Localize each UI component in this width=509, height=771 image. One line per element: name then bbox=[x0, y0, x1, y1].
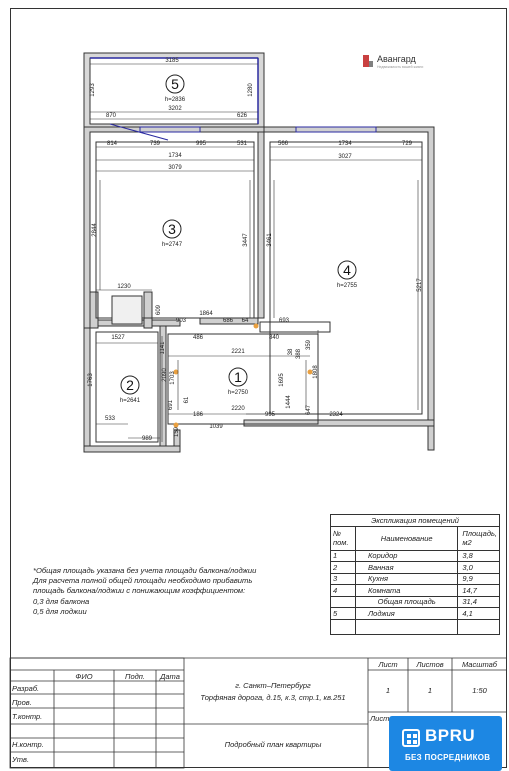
dimension-label: 1808 bbox=[313, 365, 319, 379]
dimension-label: 186 bbox=[192, 412, 204, 418]
dimension-label: 686 bbox=[222, 318, 234, 324]
dimension-label: 64 bbox=[241, 318, 249, 324]
col-num-header: № пом. bbox=[331, 526, 356, 550]
scale-label: Масштаб bbox=[461, 660, 498, 669]
dimension-label: 1293 bbox=[90, 83, 96, 97]
room-num: 5 bbox=[331, 608, 356, 620]
table-row bbox=[331, 608, 500, 620]
room-num: 3 bbox=[331, 573, 356, 585]
dimension-label: 1703 bbox=[170, 371, 176, 385]
dimension-label: 609 bbox=[156, 304, 162, 316]
table-row bbox=[331, 573, 500, 585]
dimension-label: 647 bbox=[306, 404, 312, 416]
dimension-label: 1734 bbox=[338, 141, 352, 147]
total-value: 31,4 bbox=[458, 596, 500, 608]
dimension-label: 3027 bbox=[338, 154, 352, 160]
room-height: h=2755 bbox=[336, 283, 358, 289]
note-line: площадь балкона/лоджии с понижающим коэффициентом: bbox=[33, 586, 246, 596]
city: г. Санкт–Петербург bbox=[235, 681, 311, 690]
dimension-label: 1280 bbox=[248, 83, 254, 97]
stamp-row-label: Разраб. bbox=[12, 684, 40, 693]
dimension-label: 1039 bbox=[209, 424, 223, 430]
room-number: 1 bbox=[234, 369, 242, 385]
dimension-label: 5217 bbox=[417, 278, 423, 292]
dimension-label: 533 bbox=[104, 416, 116, 422]
stamp-col-fio: ФИО bbox=[75, 672, 93, 681]
total-row bbox=[331, 596, 500, 608]
scale-value: 1:50 bbox=[472, 686, 487, 695]
stamp-row-label: Н.контр. bbox=[12, 740, 44, 749]
room-area: 4,1 bbox=[458, 608, 500, 620]
dimension-label: 691 bbox=[168, 399, 174, 411]
dimension-label: 814 bbox=[106, 141, 118, 147]
room-number: 2 bbox=[126, 377, 134, 393]
dimension-label: 359 bbox=[306, 339, 312, 351]
explication-title: Экспликация помещений bbox=[331, 515, 500, 527]
col-name-header: Наименование bbox=[356, 526, 458, 550]
stamp-col-sign: Подп. bbox=[125, 672, 145, 681]
room-area: 9,9 bbox=[458, 573, 500, 585]
dimension-label: 1527 bbox=[111, 335, 125, 341]
room-area: 3,0 bbox=[458, 562, 500, 574]
table-row bbox=[331, 550, 500, 562]
stamp-col-date: Дата bbox=[160, 672, 180, 681]
dimension-label: 739 bbox=[149, 141, 161, 147]
room-number: 3 bbox=[168, 221, 176, 237]
dimension-label: 626 bbox=[236, 113, 248, 119]
room-number: 5 bbox=[171, 76, 179, 92]
room-name: Кухня bbox=[356, 573, 458, 585]
table-row bbox=[331, 562, 500, 574]
room-name: Комната bbox=[356, 585, 458, 597]
dimension-label: 1864 bbox=[199, 311, 213, 317]
total-label: Общая площадь bbox=[356, 596, 458, 608]
room-area: 14,7 bbox=[458, 585, 500, 597]
dimension-label: 989 bbox=[141, 436, 153, 442]
brand-tagline: Недвижимость вашей жизни bbox=[377, 65, 424, 69]
dimension-label: 1763 bbox=[88, 373, 94, 387]
dimension-label: 38 bbox=[288, 348, 294, 356]
room-number: 4 bbox=[343, 262, 351, 278]
stamp-row-label: Утв. bbox=[12, 755, 30, 764]
room-height: h=2750 bbox=[227, 390, 249, 396]
room-num: 4 bbox=[331, 585, 356, 597]
dimension-label: 729 bbox=[401, 141, 413, 147]
dimension-label: 3202 bbox=[168, 106, 182, 112]
note-line: 0,3 для балкона bbox=[33, 596, 90, 606]
dimension-label: 1141 bbox=[160, 341, 166, 355]
dimension-label: 995 bbox=[264, 412, 276, 418]
room-name: Лоджия bbox=[356, 608, 458, 620]
brand-mark-icon bbox=[363, 55, 373, 67]
dimension-label: 1444 bbox=[286, 395, 292, 409]
sheets-label: Листов bbox=[416, 660, 444, 669]
table-row bbox=[331, 585, 500, 597]
dimension-label: 2221 bbox=[231, 349, 245, 355]
col-area-header: Площадь, м2 bbox=[458, 526, 500, 550]
sheet-label-2: Лист bbox=[370, 714, 390, 723]
dimension-label: 693 bbox=[278, 318, 290, 324]
note-line: 0,5 для лоджии bbox=[33, 606, 87, 616]
dimension-label: 566 bbox=[277, 141, 289, 147]
dimension-label: 531 bbox=[236, 141, 248, 147]
bpru-name: BPRU bbox=[425, 726, 476, 745]
address: Торфяная дорога, д.15, к.3, стр.1, кв.251 bbox=[200, 693, 346, 702]
dimension-label: 3447 bbox=[243, 233, 249, 247]
room-height: h=2747 bbox=[161, 242, 183, 248]
room-height: h=2641 bbox=[119, 398, 141, 404]
stamp-row-label: Пров. bbox=[12, 698, 32, 707]
note-line: *Общая площадь указана без учета площади балкона/лоджии bbox=[33, 566, 257, 575]
area-note bbox=[33, 566, 333, 617]
dimension-label: 61 bbox=[184, 396, 190, 404]
dimension-label: 486 bbox=[192, 335, 204, 341]
dimension-label: 3079 bbox=[168, 165, 182, 171]
sheet-value: 1 bbox=[385, 686, 391, 695]
dimension-label: 1230 bbox=[117, 284, 131, 290]
brand-name: Авангард bbox=[377, 54, 416, 64]
plan-title: Подробный план квартиры bbox=[224, 740, 322, 749]
room-name: Коридор bbox=[356, 550, 458, 562]
dimension-label: 388 bbox=[296, 348, 302, 360]
dimension-label: 2844 bbox=[92, 223, 98, 237]
dimension-label: 840 bbox=[268, 335, 280, 341]
bpru-badge bbox=[389, 716, 502, 771]
room-area: 3,8 bbox=[458, 550, 500, 562]
sheet-label: Лист bbox=[378, 660, 398, 669]
dimension-label: 1695 bbox=[279, 373, 285, 387]
stamp-row-label: Т.контр. bbox=[12, 712, 43, 721]
dimension-label: 2090 bbox=[162, 368, 168, 382]
room-num: 2 bbox=[331, 562, 356, 574]
dimension-label: 903 bbox=[175, 318, 187, 324]
dimension-label: 3185 bbox=[165, 58, 179, 64]
dimension-label: 2220 bbox=[231, 406, 245, 412]
room-height: h=2836 bbox=[164, 97, 186, 103]
brand-logo bbox=[363, 52, 433, 72]
bpru-tagline: БЕЗ ПОСРЕДНИКОВ bbox=[405, 753, 491, 762]
sheets-value: 1 bbox=[427, 686, 433, 695]
explication-table bbox=[330, 514, 500, 635]
dimension-label: 2324 bbox=[329, 412, 343, 418]
grid-icon bbox=[402, 729, 420, 747]
note-line: Для расчета полной общей площади необходимо прибавить bbox=[33, 576, 253, 586]
dimension-label: 159 bbox=[174, 426, 180, 438]
address-block bbox=[178, 680, 368, 704]
dimension-label: 870 bbox=[105, 113, 117, 119]
dimension-label: 995 bbox=[195, 141, 207, 147]
room-num: 1 bbox=[331, 550, 356, 562]
room-name: Ванная bbox=[356, 562, 458, 574]
dimension-label: 1734 bbox=[168, 153, 182, 159]
dimension-label: 3461 bbox=[267, 233, 273, 247]
